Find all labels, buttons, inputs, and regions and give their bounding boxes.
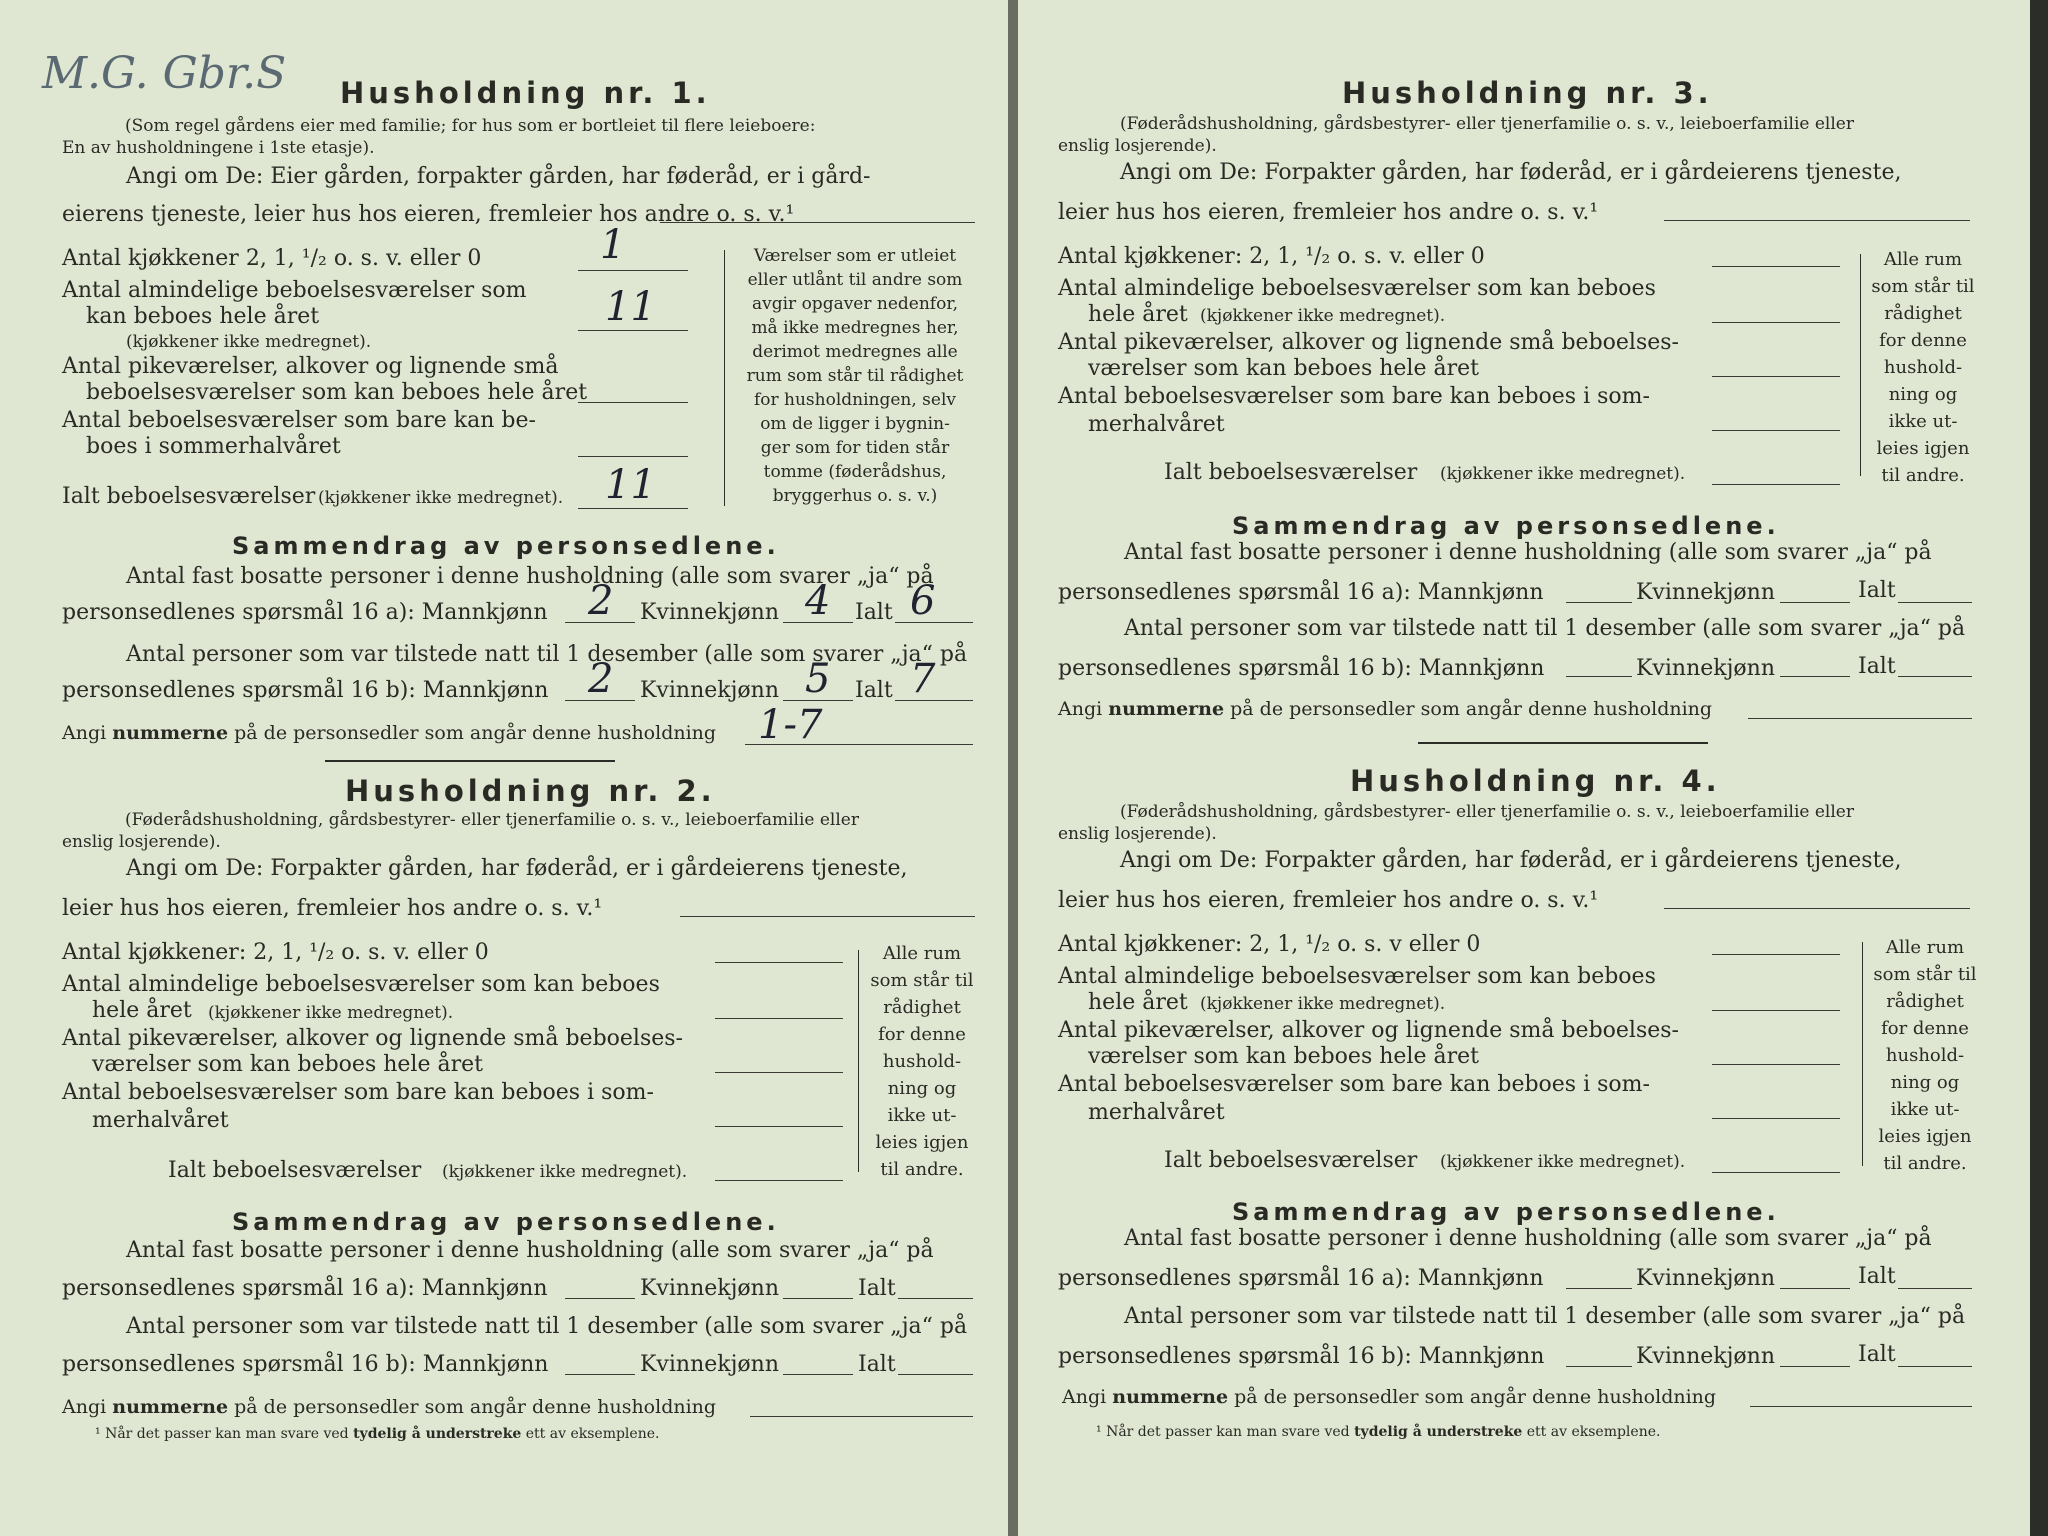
side-note-line: Alle rum (882, 943, 962, 964)
h1-numbers-pre: Angi (62, 722, 107, 744)
h2-a-line-1: Antal fast bosatte personer i denne husholdning (alle som svarer „ja“ på (126, 1238, 934, 1263)
h2-kjokkener-label: Antal kjøkkener: 2, 1, ¹/₂ o. s. v. eller 0 (62, 940, 489, 965)
h4-angi-1: Angi om De: Forpakter gården, har føderåd, er i gårdeierens tjeneste, (1120, 848, 1902, 873)
h2-intro-2: enslig losjerende). (62, 832, 221, 852)
h4-kjokkener-label: Antal kjøkkener: 2, 1, ¹/₂ o. s. v eller 0 (1058, 932, 1481, 957)
h1-summary-title: Sammendrag av personsedlene. (232, 532, 780, 560)
h3-numbers-label (1058, 698, 1712, 720)
h1-intro-2: En av husholdningene i 1ste etasje). (62, 138, 375, 158)
h2-numbers-fill (750, 1416, 973, 1417)
h3-side-rule (1860, 254, 1861, 476)
h4-kjokkener-fill (1712, 954, 1840, 955)
side-note-line: må ikke medregnes her, (751, 318, 959, 338)
h4-som-label-2: merhalvåret (1088, 1100, 1225, 1125)
h2-numbers-rest: på de personsedler som angår denne husholdning (234, 1396, 717, 1418)
h2-alm-fill (715, 1018, 843, 1019)
side-note-line: for denne (1879, 330, 1967, 351)
h3-side-note (1864, 246, 1982, 489)
h2-b-ialt-label: Ialt (858, 1352, 896, 1377)
h4-footnote-bold: tydelig å understreke (1354, 1424, 1523, 1440)
h4-numbers-rest: på de personsedler som angår denne husholdning (1234, 1386, 1717, 1408)
h1-alm-label-2: kan beboes hele året (86, 304, 320, 329)
h4-ialt-note: (kjøkkener ikke medregnet). (1440, 1152, 1686, 1172)
h1-som-label-2: boes i sommerhalvåret (86, 434, 341, 459)
h2-numbers-pre: Angi (62, 1396, 107, 1418)
side-note-line: for husholdningen, selv (753, 390, 957, 410)
h4-a-k-fill (1780, 1288, 1850, 1289)
h1-a-k-value: 4 (805, 578, 831, 624)
h2-summary-title: Sammendrag av personsedlene. (232, 1208, 780, 1236)
side-note-line: ning og (1888, 384, 1958, 405)
h3-pike-label-1: Antal pikeværelser, alkover og lignende små beboelses- (1058, 330, 1679, 355)
side-note-line: derimot medregnes alle (752, 342, 958, 362)
h1-kjokkener-label: Antal kjøkkener 2, 1, ¹/₂ o. s. v. eller 0 (62, 246, 482, 271)
side-note-line: Værelser som er utleiet (753, 246, 957, 266)
h2-pike-label-2: værelser som kan beboes hele året (92, 1052, 483, 1077)
h4-a-ialt-fill (1898, 1288, 1972, 1289)
h2-a-ialt-label: Ialt (858, 1276, 896, 1301)
h4-a-ialt-label: Ialt (1858, 1264, 1896, 1289)
h2-a-line-2: personsedlenes spørsmål 16 a): Mannkjønn (62, 1276, 548, 1301)
h2-footnote-post: ett av eksemplene. (525, 1426, 660, 1442)
h4-footnote (1096, 1424, 1660, 1440)
side-note-line: leies igjen (875, 1132, 969, 1153)
side-note-line: Alle rum (1883, 249, 1963, 270)
side-note-line: for denne (1881, 1018, 1969, 1039)
h2-b-line-2: personsedlenes spørsmål 16 b): Mannkjønn (62, 1352, 549, 1377)
side-note-line: leies igjen (1876, 438, 1970, 459)
h3-intro-2: enslig losjerende). (1058, 136, 1217, 156)
h2-a-m-fill (565, 1298, 635, 1299)
h1-alm-label-1: Antal almindelige beboelsesværelser som (62, 278, 527, 303)
h3-pike-fill (1712, 376, 1840, 377)
side-note-line: om de ligger i bygnin- (760, 414, 950, 434)
h3-a-line-2: personsedlenes spørsmål 16 a): Mannkjønn (1058, 580, 1544, 605)
side-note-line: leies igjen (1878, 1126, 1972, 1147)
h1-kjokkener-value: 1 (600, 222, 626, 268)
h1-a-line-2: personsedlenes spørsmål 16 a): Mannkjønn (62, 600, 548, 625)
h1-numbers-label (62, 722, 716, 744)
h1-alm-label-3: (kjøkkener ikke medregnet). (126, 332, 372, 352)
h3-som-label-2: merhalvåret (1088, 412, 1225, 437)
h2-som-label-1: Antal beboelsesværelser som bare kan beboes i som- (62, 1080, 654, 1105)
h4-alm-note: (kjøkkener ikke medregnet). (1200, 994, 1446, 1014)
h2-numbers-label (62, 1396, 716, 1418)
h4-numbers-label (1062, 1386, 1716, 1408)
h1-pike-label-2: beboelsesværelser som kan beboes hele året (86, 380, 588, 405)
h2-pike-label-1: Antal pikeværelser, alkover og lignende små beboelses- (62, 1026, 683, 1051)
h4-b-line-2: personsedlenes spørsmål 16 b): Mannkjønn (1058, 1344, 1545, 1369)
side-note-line: Alle rum (1885, 937, 1965, 958)
h2-side-rule (858, 950, 859, 1172)
h3-separator (1418, 742, 1708, 744)
h1-angi-2: eierens tjeneste, leier hus hos eieren, fremleier hos andre o. s. v.¹ (62, 202, 795, 227)
side-note-line: tomme (føderådshus, (763, 462, 947, 482)
h1-separator (325, 760, 615, 762)
h3-pike-label-2: værelser som kan beboes hele året (1088, 356, 1479, 381)
side-note-line: til andre. (880, 1159, 964, 1180)
h2-numbers-bold: nummerne (112, 1396, 229, 1418)
h4-alm-label-1: Antal almindelige beboelsesværelser som kan beboes (1058, 964, 1656, 989)
side-note-line: ning og (1890, 1072, 1960, 1093)
h1-b-ialt-value: 7 (910, 656, 936, 702)
h4-side-note (1866, 934, 1984, 1177)
h2-alm-label-1: Antal almindelige beboelsesværelser som kan beboes (62, 972, 660, 997)
h4-a-line-2: personsedlenes spørsmål 16 a): Mannkjønn (1058, 1266, 1544, 1291)
h3-b-line-1: Antal personer som var tilstede natt til 1 desember (alle som svarer „ja“ på (1124, 616, 1966, 641)
h1-kjokkener-fill (578, 270, 688, 271)
h3-angi-fill (1664, 220, 1970, 221)
h1-side-rule (724, 250, 725, 506)
h1-som-fill (578, 456, 688, 457)
h2-a-ialt-fill (898, 1298, 973, 1299)
h1-a-ialt-value: 6 (910, 578, 936, 624)
h3-b-k-fill (1780, 676, 1850, 677)
h3-alm-note: (kjøkkener ikke medregnet). (1200, 306, 1446, 326)
h2-kjokkener-fill (715, 962, 843, 963)
h2-b-m-fill (565, 1374, 635, 1375)
side-note-line: ikke ut- (1890, 1099, 1960, 1120)
h3-kjokkener-fill (1712, 266, 1840, 267)
h3-a-ialt-fill (1898, 602, 1972, 603)
h4-footnote-pre: ¹ Når det passer kan man svare ved (1096, 1424, 1350, 1440)
side-note-line: rådighet (883, 997, 961, 1018)
h3-som-fill (1712, 430, 1840, 431)
h3-b-kv-label: Kvinnekjønn (1636, 656, 1775, 681)
h2-alm-label-2: hele året (92, 998, 192, 1023)
side-note-line: eller utlånt til andre som (747, 270, 963, 290)
side-note-line: rådighet (1884, 303, 1962, 324)
h4-b-line-1: Antal personer som var tilstede natt til 1 desember (alle som svarer „ja“ på (1124, 1304, 1966, 1329)
h4-footnote-post: ett av eksemplene. (1526, 1424, 1661, 1440)
h3-a-m-fill (1566, 602, 1632, 603)
side-note-line: som står til (870, 970, 974, 991)
h3-a-kv-label: Kvinnekjønn (1636, 580, 1775, 605)
h2-intro-1: (Føderådshusholdning, gårdsbestyrer- eller tjenerfamilie o. s. v., leieboerfamilie eller (125, 810, 859, 830)
h2-b-kv-label: Kvinnekjønn (640, 1352, 779, 1377)
h1-ialt-value: 11 (605, 462, 656, 508)
h4-b-m-fill (1566, 1366, 1632, 1367)
h2-footnote (95, 1426, 659, 1442)
h1-angi-fill (660, 222, 975, 223)
h4-intro-1: (Føderådshusholdning, gårdsbestyrer- eller tjenerfamilie o. s. v., leieboerfamilie eller (1120, 802, 1854, 822)
h4-a-line-1: Antal fast bosatte personer i denne husholdning (alle som svarer „ja“ på (1124, 1226, 1932, 1251)
side-note-line: som står til (1871, 276, 1975, 297)
side-note-line: ikke ut- (887, 1105, 957, 1126)
h4-pike-label-1: Antal pikeværelser, alkover og lignende små beboelses- (1058, 1018, 1679, 1043)
h3-numbers-fill (1748, 718, 1972, 719)
h1-numbers-value: 1-7 (758, 702, 823, 748)
h2-a-k-fill (783, 1298, 853, 1299)
h4-numbers-bold: nummerne (1112, 1386, 1229, 1408)
page-gutter (1008, 0, 1018, 1536)
h3-b-ialt-fill (1898, 676, 1972, 677)
right-edge (2030, 0, 2048, 1536)
corner-note: M.G. Gbr.S (42, 48, 287, 99)
h3-a-line-1: Antal fast bosatte personer i denne husholdning (alle som svarer „ja“ på (1124, 540, 1932, 565)
h1-a-kv-label: Kvinnekjønn (640, 600, 779, 625)
h3-ialt-note: (kjøkkener ikke medregnet). (1440, 464, 1686, 484)
side-note-line: hushold- (1885, 1045, 1965, 1066)
h3-summary-title: Sammendrag av personsedlene. (1232, 512, 1780, 540)
h1-intro-1: (Som regel gårdens eier med familie; for hus som er bortleiet til flere leieboere: (125, 116, 816, 136)
h4-a-m-fill (1566, 1288, 1632, 1289)
side-note-line: til andre. (1883, 1153, 1967, 1174)
h2-ialt-fill (715, 1180, 843, 1181)
h1-b-m-value: 2 (588, 656, 614, 702)
h2-side-note (862, 940, 982, 1183)
side-note-line: hushold- (1883, 357, 1963, 378)
h1-alm-value: 11 (605, 284, 656, 330)
h3-angi-1: Angi om De: Forpakter gården, har føderåd, er i gårdeierens tjeneste, (1120, 160, 1902, 185)
side-note-line: som står til (1873, 964, 1977, 985)
h3-numbers-bold: nummerne (1108, 698, 1225, 720)
h3-numbers-rest: på de personsedler som angår denne husholdning (1230, 698, 1713, 720)
h1-b-k-value: 5 (805, 656, 831, 702)
side-note-line: bryggerhus o. s. v.) (772, 486, 938, 506)
h3-alm-label-2: hele året (1088, 302, 1188, 327)
h4-pike-label-2: værelser som kan beboes hele året (1088, 1044, 1479, 1069)
h4-intro-2: enslig losjerende). (1058, 824, 1217, 844)
h1-ialt-note: (kjøkkener ikke medregnet). (318, 488, 564, 508)
side-note-line: til andre. (1881, 465, 1965, 486)
h1-numbers-bold: nummerne (112, 722, 229, 744)
side-note-line: ger som for tiden står (760, 438, 950, 458)
h3-numbers-pre: Angi (1058, 698, 1103, 720)
h4-pike-fill (1712, 1064, 1840, 1065)
h2-b-k-fill (783, 1374, 853, 1375)
h3-alm-label-1: Antal almindelige beboelsesværelser som kan beboes (1058, 276, 1656, 301)
left-page (0, 0, 1010, 1536)
h2-ialt-note: (kjøkkener ikke medregnet). (442, 1162, 688, 1182)
h4-alm-label-2: hele året (1088, 990, 1188, 1015)
h3-b-ialt-label: Ialt (1858, 654, 1896, 679)
h4-numbers-pre: Angi (1062, 1386, 1107, 1408)
h1-a-ialt-label: Ialt (855, 600, 893, 625)
side-note-line: rådighet (1886, 991, 1964, 1012)
h2-footnote-bold: tydelig å understreke (353, 1426, 522, 1442)
h4-summary-title: Sammendrag av personsedlene. (1232, 1198, 1780, 1226)
h4-title: Husholdning nr. 4. (1350, 764, 1721, 798)
h4-ialt-fill (1712, 1172, 1840, 1173)
h3-intro-1: (Føderådshusholdning, gårdsbestyrer- eller tjenerfamilie o. s. v., leieboerfamilie eller (1120, 114, 1854, 134)
h1-side-note (730, 244, 980, 508)
side-note-line: ning og (887, 1078, 957, 1099)
h1-b-ialt-label: Ialt (855, 678, 893, 703)
h2-pike-fill (715, 1072, 843, 1073)
h1-pike-label-1: Antal pikeværelser, alkover og lignende små (62, 354, 559, 379)
h2-a-kv-label: Kvinnekjønn (640, 1276, 779, 1301)
h4-b-k-fill (1780, 1366, 1850, 1367)
h1-b-line-1: Antal personer som var tilstede natt til 1 desember (alle som svarer „ja“ på (126, 642, 968, 667)
h1-ialt-fill (578, 508, 688, 509)
h4-side-rule (1862, 942, 1863, 1166)
h2-som-label-2: merhalvåret (92, 1108, 229, 1133)
h4-a-kv-label: Kvinnekjønn (1636, 1266, 1775, 1291)
h2-ialt-label: Ialt beboelsesværelser (168, 1158, 422, 1183)
h1-ialt-label: Ialt beboelsesværelser (62, 484, 316, 509)
h2-som-fill (715, 1126, 843, 1127)
h1-title: Husholdning nr. 1. (340, 76, 711, 110)
side-note-line: ikke ut- (1888, 411, 1958, 432)
h2-title: Husholdning nr. 2. (345, 774, 716, 808)
h2-angi-2: leier hus hos eieren, fremleier hos andre o. s. v.¹ (62, 896, 603, 921)
h1-pike-fill (578, 402, 688, 403)
h3-ialt-fill (1712, 484, 1840, 485)
h4-b-kv-label: Kvinnekjønn (1636, 1344, 1775, 1369)
h1-som-label-1: Antal beboelsesværelser som bare kan be- (62, 408, 536, 433)
side-note-line: avgir opgaver nedenfor, (751, 294, 958, 314)
h1-alm-fill (578, 330, 688, 331)
h1-b-line-2: personsedlenes spørsmål 16 b): Mannkjønn (62, 678, 549, 703)
h3-a-k-fill (1780, 602, 1850, 603)
h2-angi-fill (680, 916, 975, 917)
h2-b-line-1: Antal personer som var tilstede natt til 1 desember (alle som svarer „ja“ på (126, 1314, 968, 1339)
h3-ialt-label: Ialt beboelsesværelser (1164, 460, 1418, 485)
h4-b-ialt-label: Ialt (1858, 1342, 1896, 1367)
h4-numbers-fill (1750, 1406, 1972, 1407)
h2-angi-1: Angi om De: Forpakter gården, har føderåd, er i gårdeierens tjeneste, (126, 856, 908, 881)
h4-angi-2: leier hus hos eieren, fremleier hos andre o. s. v.¹ (1058, 888, 1599, 913)
h3-som-label-1: Antal beboelsesværelser som bare kan beboes i som- (1058, 384, 1650, 409)
side-note-line: hushold- (882, 1051, 962, 1072)
h4-angi-fill (1664, 908, 1970, 909)
h3-alm-fill (1712, 322, 1840, 323)
h4-alm-fill (1712, 1010, 1840, 1011)
h1-b-kv-label: Kvinnekjønn (640, 678, 779, 703)
h3-kjokkener-label: Antal kjøkkener: 2, 1, ¹/₂ o. s. v. eller 0 (1058, 244, 1485, 269)
h2-footnote-pre: ¹ Når det passer kan man svare ved (95, 1426, 349, 1442)
h1-angi-1: Angi om De: Eier gården, forpakter gården, har føderåd, er i gård- (126, 164, 871, 189)
h3-b-m-fill (1566, 676, 1632, 677)
h3-title: Husholdning nr. 3. (1342, 76, 1713, 110)
h4-b-ialt-fill (1898, 1366, 1972, 1367)
h1-numbers-rest: på de personsedler som angår denne husholdning (234, 722, 717, 744)
h3-a-ialt-label: Ialt (1858, 578, 1896, 603)
h4-som-fill (1712, 1118, 1840, 1119)
h1-a-m-value: 2 (588, 578, 614, 624)
side-note-line: rum som står til rådighet (746, 366, 964, 386)
h2-alm-note: (kjøkkener ikke medregnet). (208, 1003, 454, 1023)
h1-a-line-1: Antal fast bosatte personer i denne husholdning (alle som svarer „ja“ på (126, 564, 934, 589)
h2-b-ialt-fill (898, 1374, 973, 1375)
h4-ialt-label: Ialt beboelsesværelser (1164, 1148, 1418, 1173)
h3-b-line-2: personsedlenes spørsmål 16 b): Mannkjønn (1058, 656, 1545, 681)
h4-som-label-1: Antal beboelsesværelser som bare kan beboes i som- (1058, 1072, 1650, 1097)
side-note-line: for denne (878, 1024, 966, 1045)
h3-angi-2: leier hus hos eieren, fremleier hos andre o. s. v.¹ (1058, 200, 1599, 225)
